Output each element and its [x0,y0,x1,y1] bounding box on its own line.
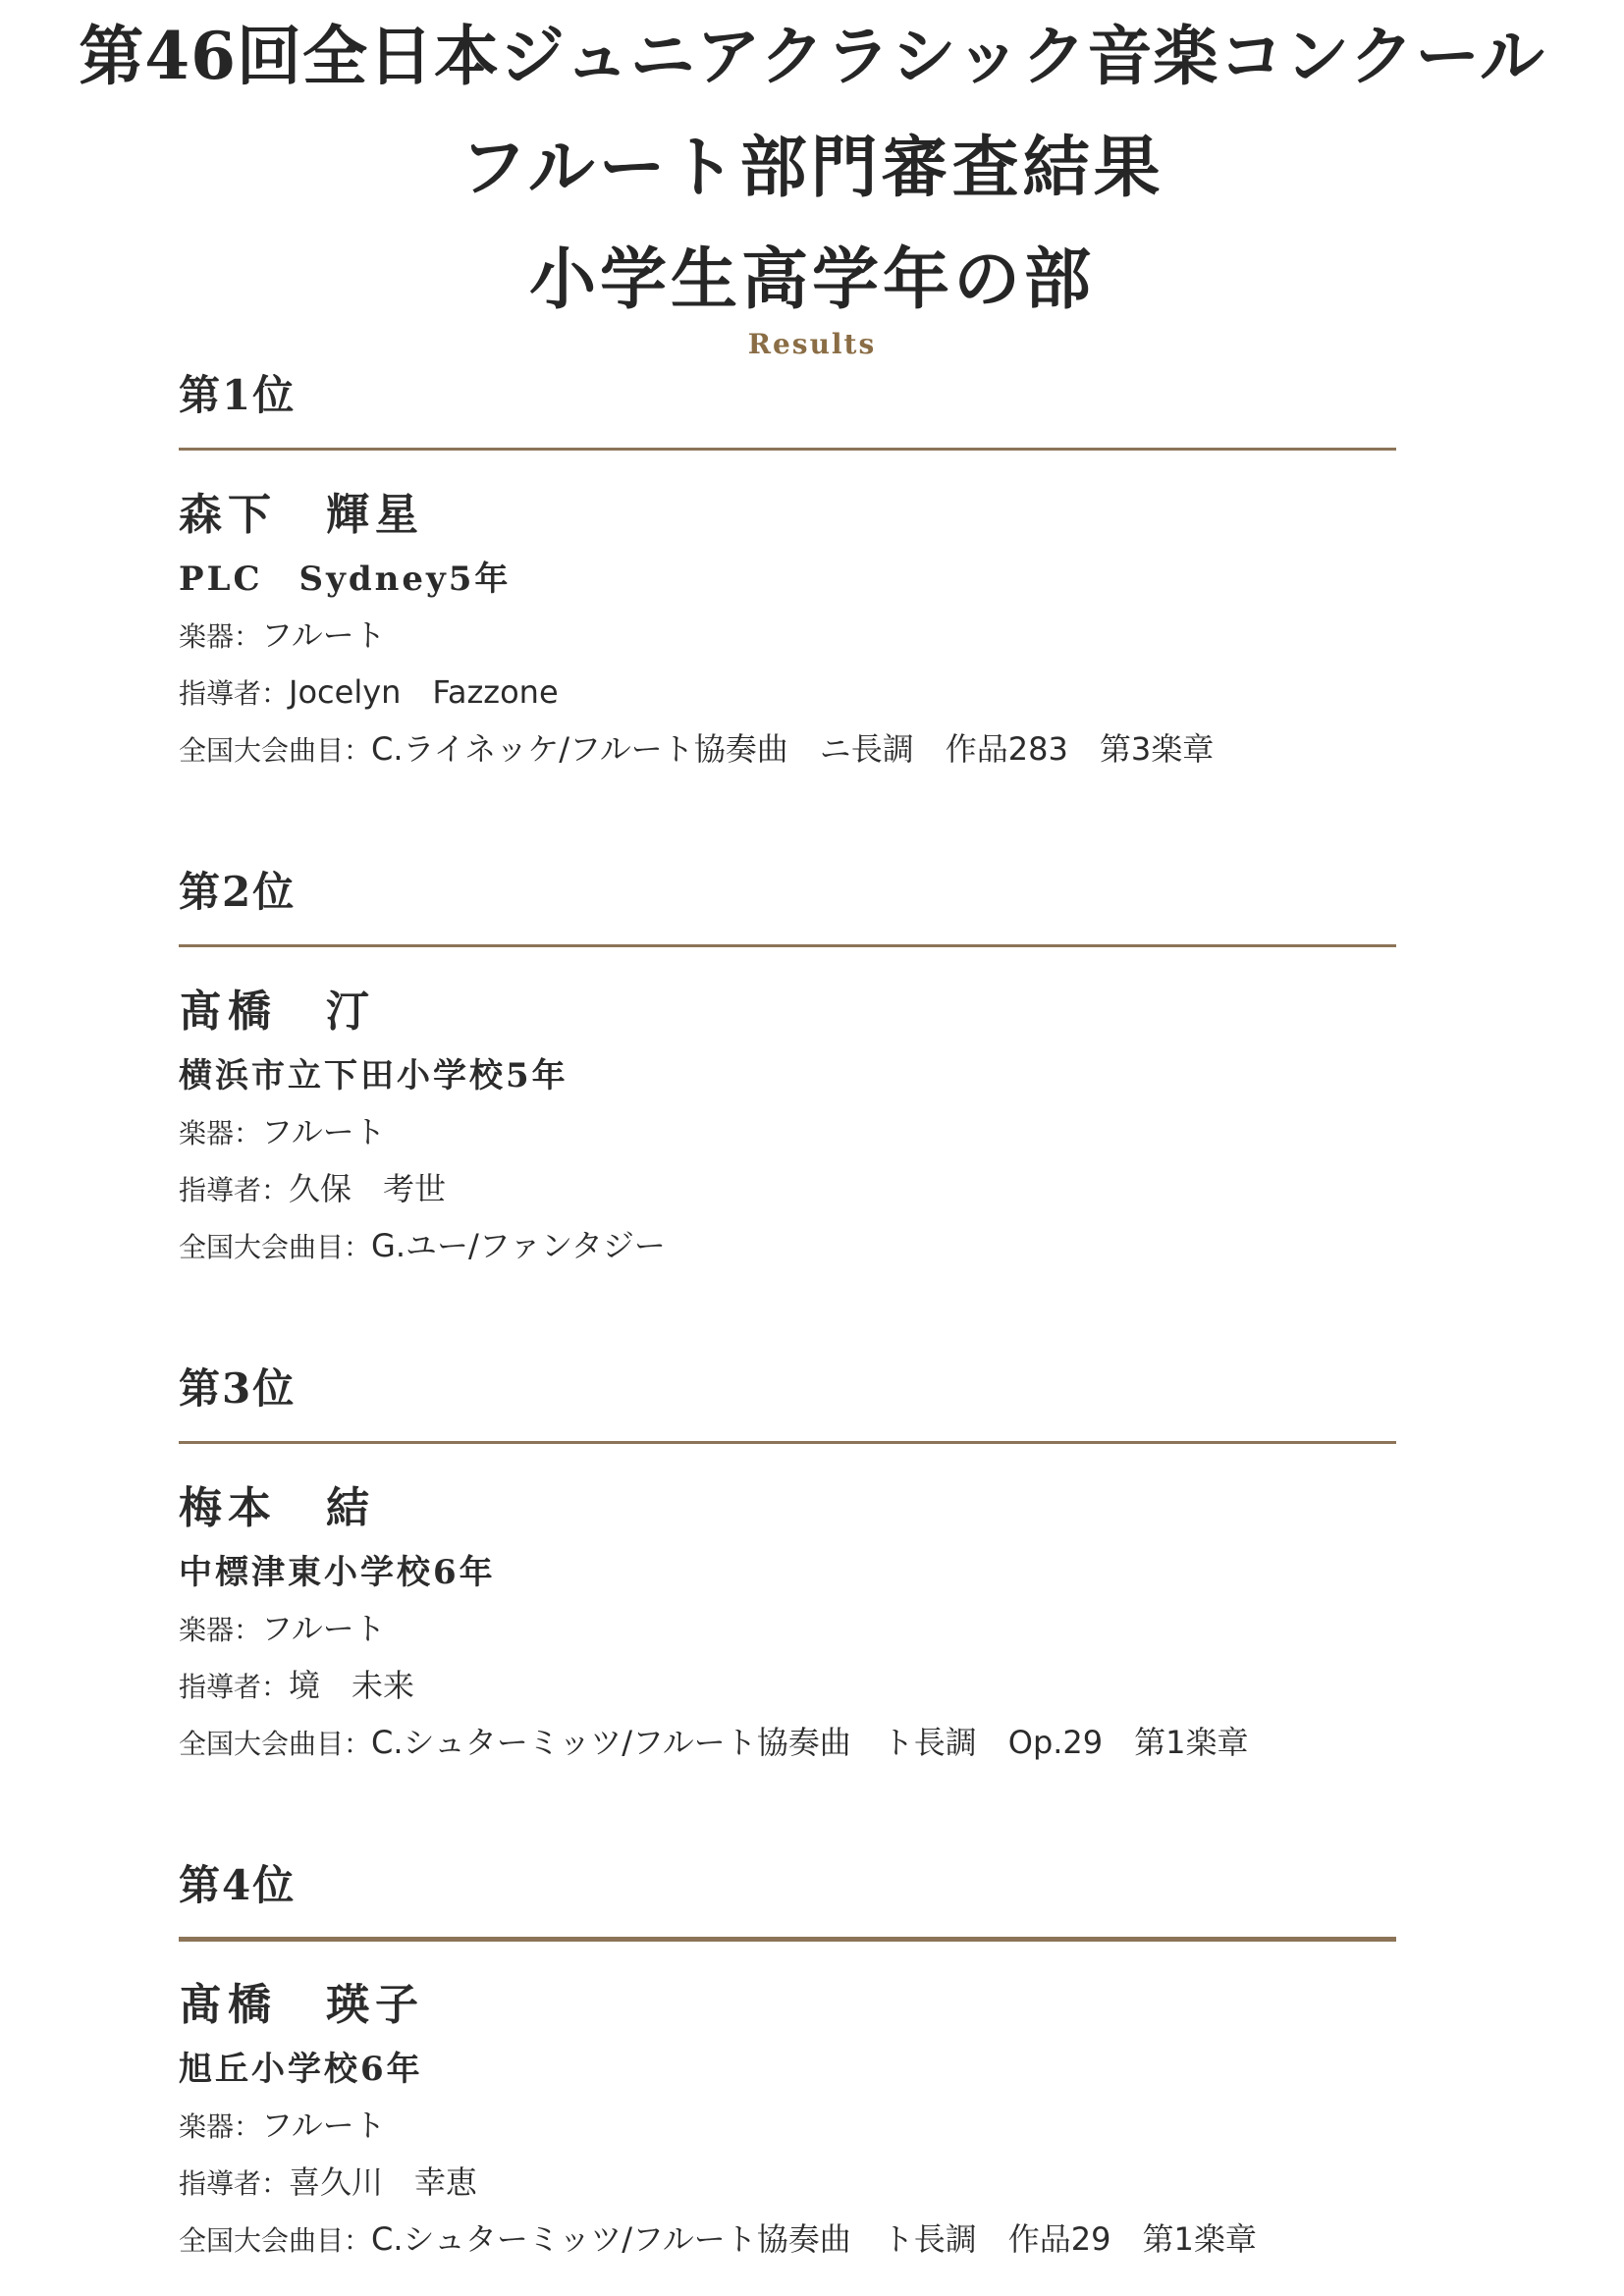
rank-label: 第2位 [179,868,297,916]
piece-label: 全国大会曲目： [179,1231,372,1263]
teacher-value: 境 未来 [289,1667,415,1704]
teacher-line [179,1665,414,1708]
winner-name: 森下 輝星 [179,490,424,540]
section-divider [179,1937,1396,1942]
winner-school: 中標津東小学校6年 [179,1553,496,1592]
teacher-label: 指導者： [179,1671,290,1703]
teacher-value: 久保 考世 [289,1170,447,1207]
instrument-line [179,2105,386,2148]
teacher-value: 喜久川 幸恵 [289,2163,478,2201]
section-divider [179,1441,1396,1444]
winner-name: 髙橋 汀 [179,987,375,1037]
winner-school: 横浜市立下田小学校5年 [179,1056,568,1095]
division-title: フルート部門審査結果 [460,129,1164,207]
competition-title: 第46回全日本ジュニアクラシック音楽コンクール [79,18,1545,94]
teacher-label: 指導者： [179,2167,290,2200]
instrument-value: フルート [261,2107,386,2144]
instrument-line [179,614,386,658]
instrument-line [179,1111,386,1154]
teacher-line [179,2162,477,2205]
results-label: Results [747,328,877,360]
section-divider [179,448,1396,451]
instrument-value: フルート [261,1610,386,1647]
winner-name: 梅本 結 [179,1483,375,1533]
category-title: 小学生高学年の部 [528,240,1095,319]
teacher-label: 指導者： [179,677,290,710]
instrument-label: 楽器： [179,620,262,653]
piece-label: 全国大会曲目： [179,734,372,767]
instrument-label: 楽器： [179,1614,262,1646]
instrument-line [179,1608,386,1651]
piece-value: C.ライネッケ/フルート協奏曲 ニ長調 作品283 第3楽章 [371,730,1215,768]
piece-line [179,728,1214,772]
rank-label: 第1位 [179,371,297,419]
teacher-value: Jocelyn Fazzone [289,673,559,711]
rank-label: 第4位 [179,1861,297,1909]
piece-label: 全国大会曲目： [179,2224,372,2257]
rank-label: 第3位 [179,1364,297,1413]
teacher-line [179,671,559,715]
winner-school: PLC Sydney5年 [179,560,512,599]
winner-school: 旭丘小学校6年 [179,2050,423,2089]
teacher-label: 指導者： [179,1174,290,1206]
piece-line [179,2218,1257,2262]
teacher-line [179,1168,446,1211]
winner-name: 髙橋 瑛子 [179,1980,424,2030]
piece-label: 全国大会曲目： [179,1728,372,1760]
instrument-value: フルート [261,1113,386,1150]
piece-line [179,1225,666,1268]
instrument-label: 楽器： [179,2110,262,2143]
piece-line [179,1722,1249,1765]
piece-value: G.ユー/ファンタジー [371,1227,666,1264]
piece-value: C.シュターミッツ/フルート協奏曲 ト長調 作品29 第1楽章 [371,2220,1257,2258]
instrument-value: フルート [261,616,386,654]
section-divider [179,944,1396,947]
piece-value: C.シュターミッツ/フルート協奏曲 ト長調 Op.29 第1楽章 [371,1724,1249,1761]
instrument-label: 楽器： [179,1117,262,1149]
